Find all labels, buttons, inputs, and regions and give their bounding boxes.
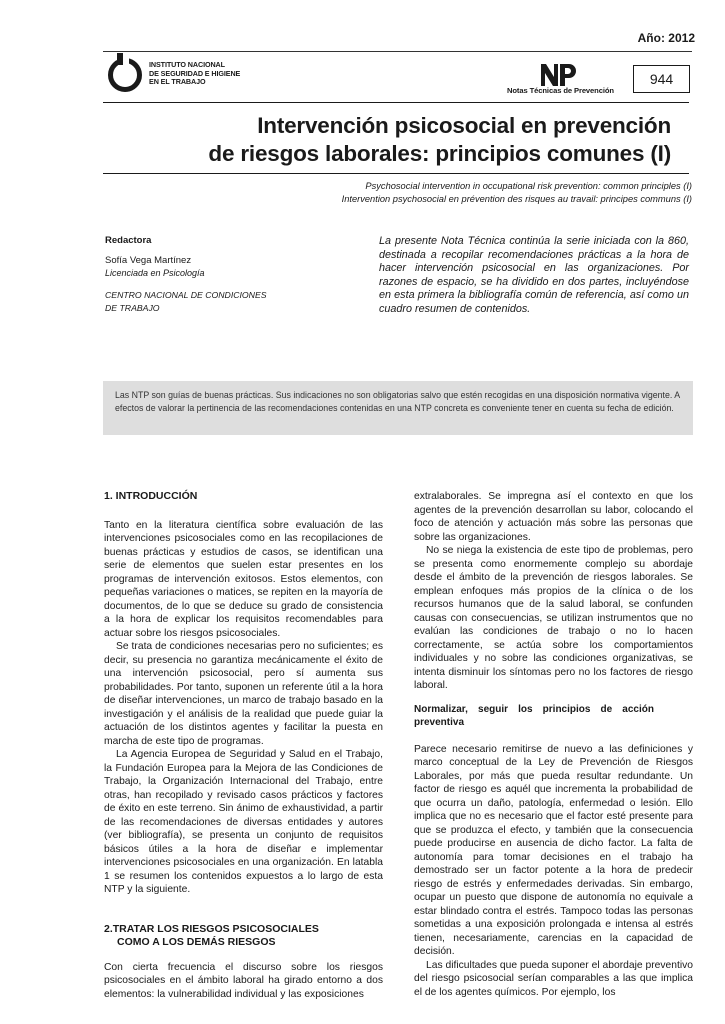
abstract: La presente Nota Técnica continúa la serie iniciada con la 860, destinada a recopilar recomendaciones prácticas a la hora de hacer intervención psicosocial en las organizaciones. Por razones de espacio, se ha dividido en dos partes, incluyéndose en esta primera la bibliografía común de referencia, así como un cuadro resumen de contenidos.: [379, 235, 689, 315]
insht-logo-bar: [117, 53, 123, 65]
paragraph: Tanto en la literatura científica sobre evaluación de las intervenciones psicosociales como en las recopilaciones de buenas prácticas y estudios de casos, se identifican una serie de elementos que suelen estar presentes en los programas de intervención exitosos. Estos elementos, con pequeñas variaciones o matices, se repiten en la mayoría de documentos, de lo que se deduce su grado de consistencia a la hora de explicar los requisitos recomendables para actuar sobre los riesgos psicosociales.: [104, 519, 383, 639]
section-2-heading-line-2: COMO A LOS DEMÁS RIESGOS: [117, 936, 276, 948]
np-label: Notas Técnicas de Prevención: [507, 86, 614, 95]
paragraph: Con cierta frecuencia el discurso sobre los riesgos psicosociales en el ámbito laboral ha girado entorno a dos elementos: la vulnerabilidad individual y las exposiciones: [104, 961, 383, 1000]
edition-year: Año: 2012: [637, 31, 695, 45]
np-logo-icon: [540, 63, 578, 87]
title-line-1: Intervención psicosocial en prevención: [257, 113, 671, 138]
paragraph: La Agencia Europea de Seguridad y Salud en el Trabajo, la Fundación Europea para la Mejora de las Condiciones de Trabajo, la Organización Internacional del Trabajo, entre otras, han recopilado y revisado casos prácticos y factores de éxito en este terreno. Sin ánimo de exhaustividad, a partir de las recomendaciones de diversas entidades y autores (ver bibliografía), se presenta un conjunto de requisitos básicos útiles a la hora de diseñar e implementar intervenciones psicosociales en una organización. En latabla 1 se resumen los contenidos expuestos a lo largo de esta NTP y la siguiente.: [104, 749, 383, 895]
logo-line-1: INSTITUTO NACIONAL: [149, 60, 225, 69]
insht-logo: [105, 57, 275, 91]
logo-line-2: DE SEGURIDAD E HIGIENE: [149, 68, 241, 78]
section-2-heading-line-1: 2.TRATAR LOS RIESGOS PSICOSOCIALES: [104, 922, 319, 935]
author-center-line-2: DE TRABAJO: [105, 303, 160, 313]
title-line-2: de riesgos laborales: principios comunes (I): [208, 141, 671, 166]
header-rule: [103, 51, 692, 52]
title-box: [103, 102, 689, 174]
ntp-number: 944: [633, 65, 690, 93]
paragraph: No se niega la existencia de este tipo de problemas, pero se presenta como enormemente complejo su abordaje desde el ámbito de la prevención de riesgos laborales. Se emplean enfoques más propios de la clínica o de los recursos humanos que de la salud laboral, se confunden causas con consecuencias, se utilizan instrumentos que no evalúan las condiciones de trabajo o no lo hacen correctamente, se actúa sobre los comportamientos individuales y no sobre las condiciones organizativas, se intenta disminuir los síntomas pero no los factores de riesgo laboral.: [414, 545, 693, 691]
notice-box: [103, 381, 693, 435]
paragraph: Se trata de condiciones necesarias pero no suficientes; es decir, su presencia no garantiza mecánicamente el éxito de una intervención psicosocial, pero sí aumenta sus probabilidades. Por tanto, suponen un referente útil a la hora de diseñar intervenciones, un marco de trabajo basado en la investigación y el análisis de la realidad que puede guiar la actuación de los distintos agentes y facilitar la puesta en marcha de este tipo de programas.: [104, 641, 383, 747]
subtitle-english: Psychosocial intervention in occupational risk prevention: common principles (I): [365, 181, 692, 191]
paragraph: extralaborales. Se impregna así el contexto en que los agentes de la prevención desarrollan su labor, colocando el foco de atención y actuación más sobre las personas que sobre las organizaciones.: [414, 491, 693, 543]
notice-text: Las NTP son guías de buenas prácticas. Sus indicaciones no son obligatorias salvo que estén recogidas en una disposición normativa vigente. A efectos de valorar la pertinencia de las recomendaciones contenidas en una NTP concreta es conveniente tener en cuenta su fecha de edición.: [115, 390, 680, 414]
author-heading: Redactora: [105, 235, 152, 246]
subtitle-french: Intervention psychosocial en prévention des risques au travail: principes communs (I): [341, 194, 692, 204]
author-name: Sofía Vega Martínez: [105, 255, 192, 266]
section-2-heading: [104, 923, 383, 950]
right-column: [414, 490, 693, 999]
insht-logo-text: [149, 61, 240, 87]
paragraph: Las dificultades que pueda suponer el abordaje preventivo del riesgo psicosocial serían comparables a las que implica el de los agentes químicos. Por ejemplo, los: [414, 959, 693, 998]
author-role: Licenciada en Psicología: [105, 268, 205, 278]
left-column: [104, 490, 383, 1001]
paragraph: Parece necesario remitirse de nuevo a las definiciones y marco conceptual de la Ley de Prevención de Riesgos Laborales, por más que pueda resultar redundante. Un factor de riesgo es aquél que incrementa la probabilidad de que ocurra un daño, patología, enfermedad o lesión. Ello implica que no es necesario que el factor esté presente para que se produzca el efecto, y también que la consecuencia puede producirse en ausencia de dicho factor. La falta de autonomía para tomar decisiones en el trabajo ha demostrado ser un factor potente a la hora de predecir riesgo de estrés y enfermedades derivadas. Sin embargo, ocupar un puesto que dispone de autonomía no equivale a estar blindado contra el estrés. Tampoco todas las personas sometidas a una exposición prolongada e intensa al estrés tienen, necesariamente, carencias en la capacidad de decisión.: [414, 743, 693, 957]
subsection-heading: Normalizar, seguir los principios de acción preventiva: [414, 703, 654, 728]
logo-line-3: EN EL TRABAJO: [149, 77, 206, 86]
insht-logo-icon: [108, 58, 142, 92]
section-1-heading: 1. INTRODUCCIÓN: [104, 490, 198, 502]
author-center-line-1: CENTRO NACIONAL DE CONDICIONES: [105, 290, 267, 300]
